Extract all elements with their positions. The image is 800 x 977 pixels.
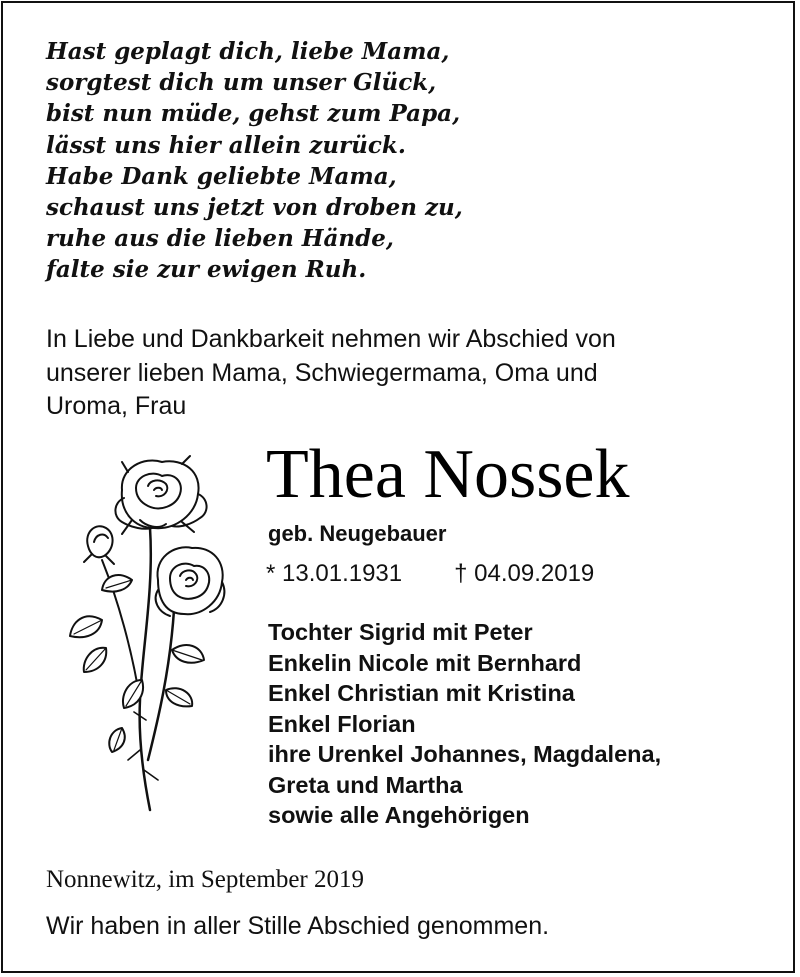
maiden-name: geb. Neugebauer [268, 521, 447, 546]
place-date: Nonnewitz, im September 2019 [46, 866, 364, 893]
intro-line: unserer lieben Mama, Schwiegermama, Oma und [46, 358, 598, 387]
mourner-line: Greta und Martha [268, 771, 463, 798]
intro-line: In Liebe und Dankbarkeit nehmen wir Abschied von [46, 325, 616, 353]
life-dates [266, 558, 594, 590]
mourner-line: sowie alle Angehörigen [268, 802, 530, 828]
poem-line: lässt uns hier allein zurück. [46, 131, 406, 159]
mourners-list [268, 617, 661, 831]
poem [46, 36, 463, 286]
closing-line: Wir haben in aller Stille Abschied genommen. [46, 912, 550, 940]
mourner-line: Tochter Sigrid mit Peter [268, 619, 533, 645]
mourner-line: Enkel Florian [268, 710, 416, 737]
intro-line: Uroma, Frau [46, 392, 187, 420]
poem-line: schaust uns jetzt von droben zu, [46, 194, 463, 222]
poem-line: Hast geplagt dich, liebe Mama, [46, 38, 450, 65]
deceased-name: Thea Nossek [266, 436, 630, 513]
poem-line: falte sie zur ewigen Ruh. [46, 256, 367, 284]
death-date: † 04.09.2019 [454, 560, 595, 587]
intro-text [46, 323, 746, 424]
mourner-line: ihre Urenkel Johannes, Magdalena, [268, 741, 662, 767]
mourner-line: Enkel Christian mit Kristina [268, 680, 575, 706]
poem-line: bist nun müde, gehst zum Papa, [46, 100, 461, 128]
poem-line: ruhe aus die lieben Hände, [46, 225, 394, 253]
mourner-line: Enkelin Nicole mit Bernhard [268, 649, 582, 676]
rose-illustration-icon [62, 450, 242, 820]
birth-date: * 13.01.1931 [266, 560, 403, 587]
poem-line: Habe Dank geliebte Mama, [46, 162, 397, 190]
poem-line: sorgtest dich um unser Glück, [46, 69, 437, 97]
